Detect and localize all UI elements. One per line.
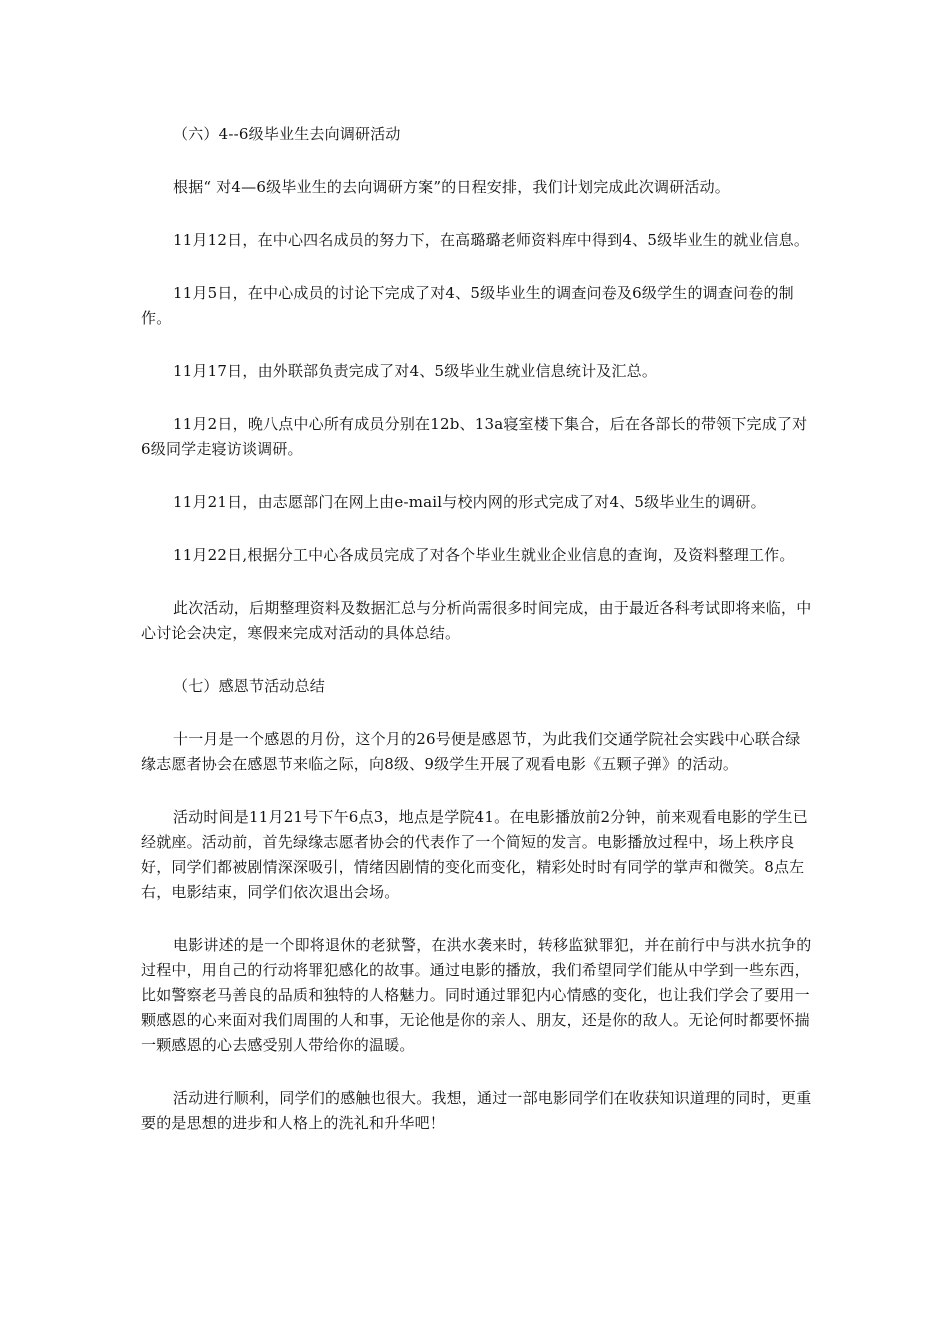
- section-heading-seven: （七）感恩节活动总结: [173, 677, 326, 695]
- paragraph-movie-story: 电影讲述的是一个即将退休的老狱警，在洪水袭来时，转移监狱罪犯，并在前行中与洪水抗争的过程中，用自己的行动将罪犯感化的故事。通过电影的播放，我们希望同学们能从中学到一些东西，比如警察老马善良的品质和独特的人格魅力。同时通过罪犯内心情感的变化，也让我们学会了要用一颗感恩的心来面对我们周围的人和事，无论他是你的亲人、朋友，还是你的敌人。无论何时都要怀揣一颗感恩的心去感受别人带给你的温暖。: [141, 936, 812, 1054]
- paragraph-nov-21: 11月21日，由志愿部门在网上由e-mail与校内网的形式完成了对4、5级毕业生的调研。: [173, 493, 766, 511]
- paragraph-conclusion: 活动进行顺利，同学们的感触也很大。我想，通过一部电影同学们在收获知识道理的同时，更重要的是思想的进步和人格上的洗礼和升华吧！: [141, 1089, 812, 1132]
- paragraph-survey-plan: 根据“ 对4—6级毕业生的去向调研方案”的日程安排，我们计划完成此次调研活动。: [173, 178, 730, 196]
- section-heading-six: （六）4--6级毕业生去向调研活动: [173, 125, 401, 143]
- paragraph-thanksgiving-intro: 十一月是一个感恩的月份，这个月的26号便是感恩节，为此我们交通学院社会实践中心联合绿缘志愿者协会在感恩节来临之际，向8级、9级学生开展了观看电影《五颗子弹》的活动。: [141, 730, 801, 773]
- paragraph-nov-12: 11月12日，在中心四名成员的努力下，在高璐璐老师资料库中得到4、5级毕业生的就业信息。: [173, 231, 810, 249]
- paragraph-nov-5: 11月5日，在中心成员的讨论下完成了对4、5级毕业生的调查问卷及6级学生的调查问卷的制作。: [141, 284, 794, 327]
- paragraph-nov-2: 11月2日，晚八点中心所有成员分别在12b、13a寝室楼下集合，后在各部长的带领下完成了对6级同学走寝访谈调研。: [141, 415, 808, 458]
- paragraph-nov-22: 11月22日,根据分工中心各成员完成了对各个毕业生就业企业信息的查询，及资料整理工作。: [173, 546, 795, 564]
- paragraph-event-details: 活动时间是11月21号下午6点3，地点是学院41。在电影播放前2分钟，前来观看电影的学生已经就座。活动前，首先绿缘志愿者协会的代表作了一个简短的发言。电影播放过程中，场上秩序良好，同学们都被剧情深深吸引，情绪因剧情的变化而变化，精彩处时时有同学的掌声和微笑。8点左右，电影结束，同学们依次退出会场。: [141, 808, 808, 901]
- paragraph-nov-17: 11月17日，由外联部负责完成了对4、5级毕业生就业信息统计及汇总。: [173, 362, 658, 380]
- document-body: [141, 122, 813, 1164]
- paragraph-activity-summary: 此次活动，后期整理资料及数据汇总与分析尚需很多时间完成，由于最近各科考试即将来临，中心讨论会决定，寒假来完成对活动的具体总结。: [141, 599, 812, 642]
